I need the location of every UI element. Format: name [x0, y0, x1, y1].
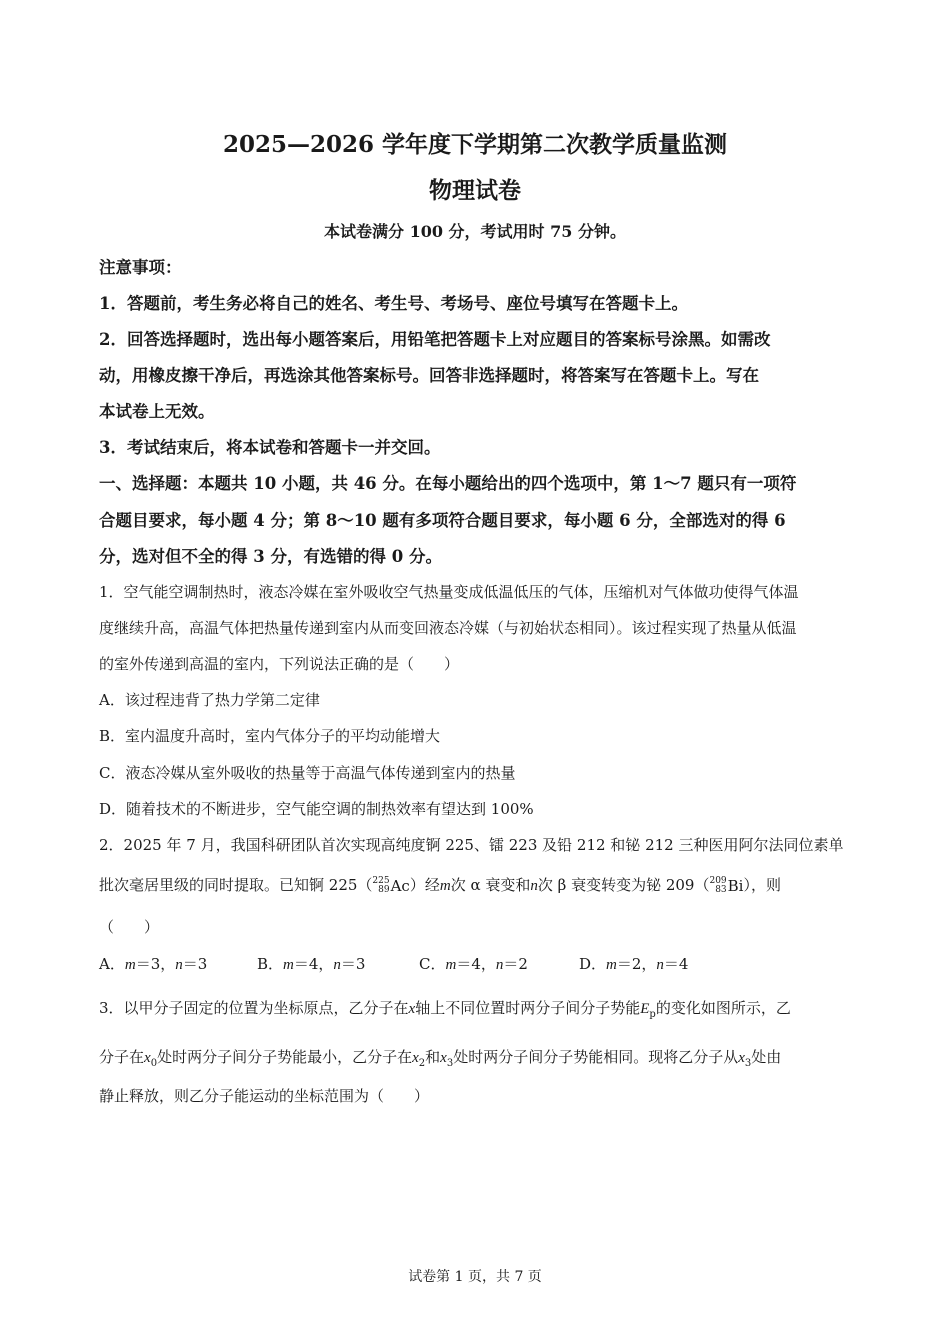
question-3-stem: 分子在$x_0$处时两分子间分子势能最小，乙分子在$x_2$和$x_3$处时两分子间分子势能相同。现将乙分子从$x_3$处由 [99, 1048, 782, 1069]
question-3-stem: 静止释放，则乙分子能运动的坐标范围为（ ） [99, 1087, 430, 1105]
exam-subject: 物理试卷 [429, 177, 521, 204]
question-2-option-a: A．m＝3，n＝3 [99, 955, 208, 973]
question-1-option-a: A．该过程违背了热力学第二定律 [99, 691, 320, 709]
question-1-option-d: D．随着技术的不断进步，空气能空调的制热效率有望达到 100% [99, 800, 534, 818]
question-2-option-d: D．m＝2，n＝4 [579, 955, 689, 973]
question-1-option-b: B．室内温度升高时，室内气体分子的平均动能增大 [99, 727, 441, 745]
question-2-answer-blank: （ ） [99, 918, 160, 936]
question-2-option-b: B．m＝4，n＝3 [257, 955, 366, 973]
section-heading: 分，选对但不全的得 3 分，有选错的得 0 分。 [99, 547, 442, 566]
notice-item: 动，用橡皮擦干净后，再选涂其他答案标号。回答非选择题时，将答案写在答题卡上。写在 [99, 366, 759, 385]
question-1-stem: 1．空气能空调制热时，液态冷媒在室外吸收空气热量变成低温低压的气体，压缩机对气体做功使得气体温 [99, 583, 799, 601]
notice-item: 2．回答选择题时，选出每小题答案后，用铅笔把答题卡上对应题目的答案标号涂黑。如需改 [99, 330, 771, 349]
section-heading: 一、选择题：本题共 10 小题，共 46 分。在每小题给出的四个选项中，第 1～7 题只有一项符 [99, 474, 797, 493]
nuclide-bismuth: 209 83 Bi [709, 876, 744, 895]
notice-item: 1．答题前，考生务必将自己的姓名、考生号、考场号、座位号填写在答题卡上。 [99, 294, 688, 313]
notice-heading: 注意事项： [99, 258, 182, 277]
question-1-option-c: C．液态冷媒从室外吸收的热量等于高温气体传递到室内的热量 [99, 764, 516, 782]
page-footer: 试卷第 1 页，共 7 页 [408, 1269, 542, 1285]
question-1-stem: 度继续升高，高温气体把热量传递到室内从而变回液态冷媒（与初始状态相同）。该过程实现了热量从低温 [99, 619, 797, 637]
notice-item: 3．考试结束后，将本试卷和答题卡一并交回。 [99, 438, 441, 457]
exam-title: 2025—2026 学年度下学期第二次教学质量监测 [222, 131, 728, 158]
question-2-stem: 批次毫居里级的同时提取。已知锕 225（ 225 89 Ac ）经m次 α 衰变和n次 β 衰变转变为铋 209（ 209 83 Bi ），则 [99, 867, 859, 904]
question-2-options [99, 953, 688, 974]
section-heading: 合题目要求，每小题 4 分；第 8～10 题有多项符合题目要求，每小题 6 分，全部选对的得 6 [99, 511, 786, 530]
nuclide-actinium: 225 89 Ac [372, 876, 410, 895]
question-2-stem: 2．2025 年 7 月，我国科研团队首次实现高纯度锕 225、镭 223 及铅 212 和铋 212 三种医用阿尔法同位素单 [99, 836, 844, 854]
notice-item: 本试卷上无效。 [99, 402, 215, 421]
exam-meta: 本试卷满分 100 分，考试用时 75 分钟。 [324, 222, 626, 241]
question-3-stem: 3．以甲分子固定的位置为坐标原点，乙分子在x轴上不同位置时两分子间分子势能$E_p$的变化如图所示，乙 [99, 999, 791, 1020]
question-2-option-c: C．m＝4，n＝2 [419, 955, 528, 973]
question-1-stem: 的室外传递到高温的室内，下列说法正确的是（ ） [99, 655, 460, 673]
